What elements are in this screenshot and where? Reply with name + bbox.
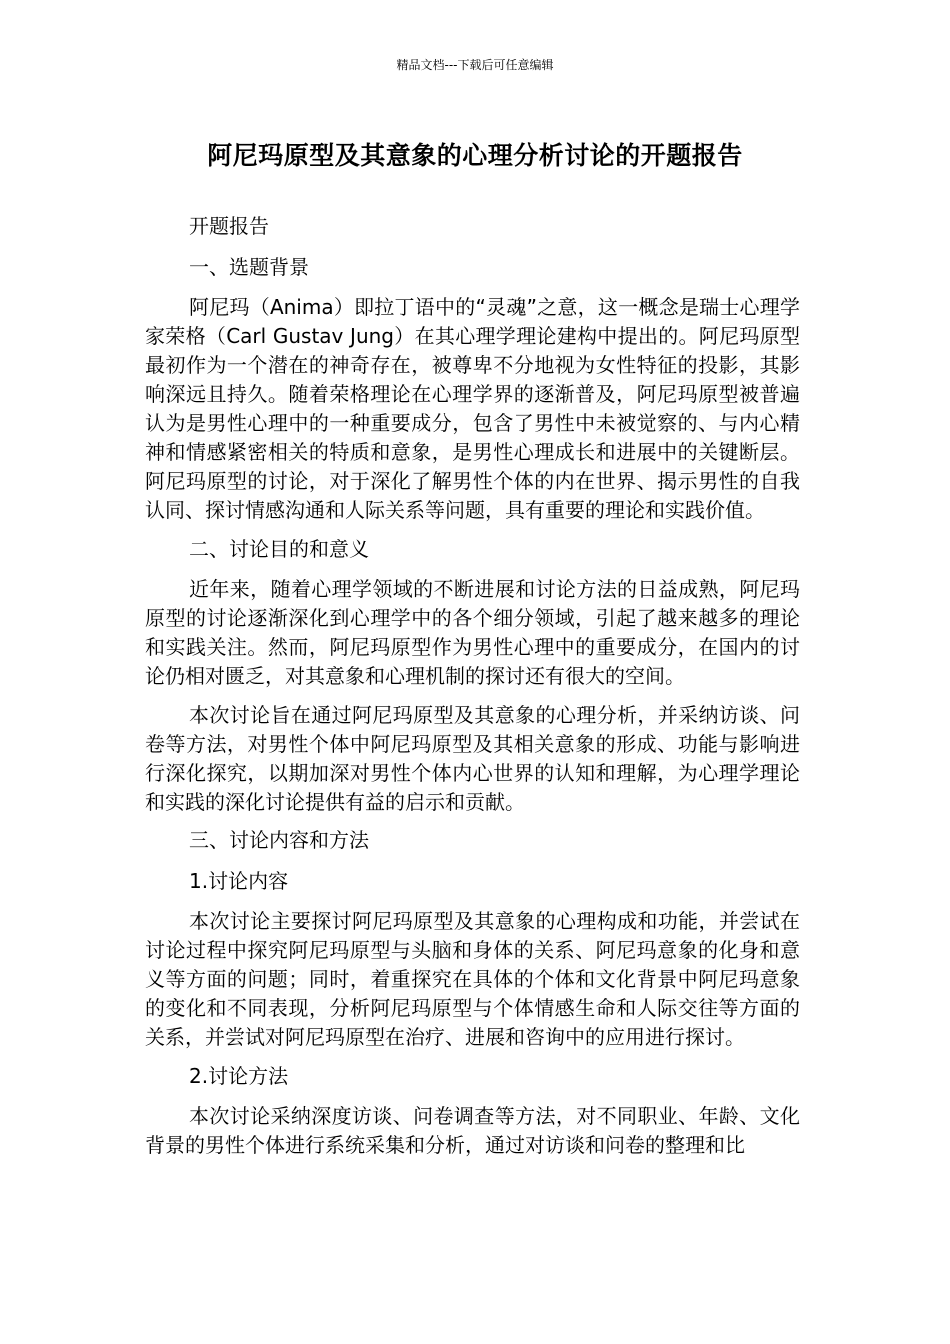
paragraph-purpose-2: 本次讨论旨在通过阿尼玛原型及其意象的心理分析，并采纳访谈、问卷等方法，对男性个体中阿尼玛原型及其相关意象的形成、功能与影响进行深化探究，以期加深对男性个体内心世界的认知和理解，为心理学理论和实践的深化讨论提供有益的启示和贡献。	[145, 702, 800, 814]
subheading-methods: 2.讨论方法	[189, 1063, 289, 1088]
document-title: 阿尼玛原型及其意象的心理分析讨论的开题报告	[207, 141, 743, 170]
subheading-content: 1.讨论内容	[189, 868, 289, 893]
section-heading-report: 开题报告	[189, 214, 269, 238]
paragraph-content: 本次讨论主要探讨阿尼玛原型及其意象的心理构成和功能，并尝试在讨论过程中探究阿尼玛原型与头脑和身体的关系、阿尼玛意象的化身和意义等方面的问题；同时，着重探究在具体的个体和文化背景中阿尼玛意象的变化和不同表现，分析阿尼玛原型与个体情感生命和人际交往等方面的关系，并尝试对阿尼玛原型在治疗、进展和咨询中的应用进行探讨。	[145, 909, 800, 1049]
paragraph-methods: 本次讨论采纳深度访谈、问卷调查等方法，对不同职业、年龄、文化背景的男性个体进行系统采集和分析，通过对访谈和问卷的整理和比	[145, 1104, 800, 1157]
section-heading-background: 一、选题背景	[189, 254, 309, 279]
document-body	[145, 212, 800, 1170]
paragraph-background: 阿尼玛（Anima）即拉丁语中的“灵魂”之意，这一概念是瑞士心理学家荣格（Carl Gustav Jung）在其心理学理论建构中提出的。阿尼玛原型最初作为一个潜在的神奇存在，被尊卑不分地视为女性特征的投影，其影响深远且持久。随着荣格理论在心理学界的逐渐普及，阿尼玛原型被普遍认为是男性心理中的一种重要成分，包含了男性中未被觉察的、与内心精神和情感紧密相关的特质和意象，是男性心理成长和进展中的关键断层。阿尼玛原型的讨论，对于深化了解男性个体的内在世界、揭示男性的自我认同、探讨情感沟通和人际关系等问题，具有重要的理论和实践价值。	[145, 295, 800, 522]
section-heading-purpose: 二、讨论目的和意义	[189, 536, 369, 561]
header-note: 精品文档---下载后可任意编辑	[396, 58, 554, 72]
section-heading-content-methods: 三、讨论内容和方法	[189, 828, 369, 852]
paragraph-purpose-1: 近年来，随着心理学领域的不断进展和讨论方法的日益成熟，阿尼玛原型的讨论逐渐深化到心理学中的各个细分领域，引起了越来越多的理论和实践关注。然而，阿尼玛原型作为男性心理中的重要成分，在国内的讨论仍相对匮乏，对其意象和心理机制的探讨还有很大的空间。	[145, 577, 800, 688]
